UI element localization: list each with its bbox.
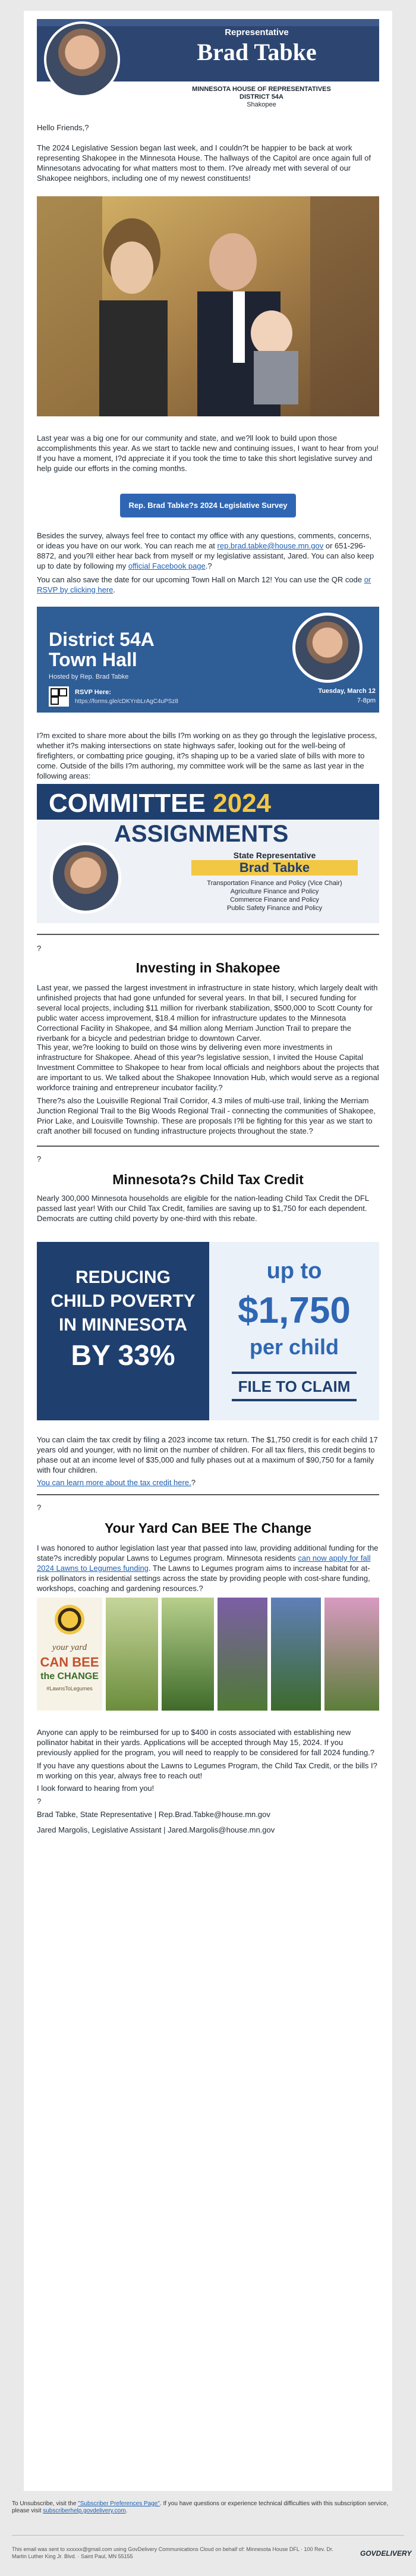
bee-paragraph-3: If you have any questions about the Lawns to Legumes Program, the Child Tax Credit, or the bills I?m working on this year, always free to reach out! [37, 1761, 377, 1780]
child-tax-credit-link-line [37, 1477, 379, 1488]
spacer-mark: ? [37, 944, 42, 953]
flower-photo-4 [271, 1598, 321, 1711]
intro-paragraph-4 [37, 575, 379, 595]
townhall-title: District 54A Town Hall [49, 629, 154, 670]
bee-logo-line-1: your yard [52, 1643, 87, 1652]
divider [37, 1494, 379, 1495]
bee-icon [55, 1605, 84, 1634]
lawns-to-legumes-collage [37, 1598, 379, 1711]
qr-code[interactable] [49, 686, 69, 707]
ctc-file-to-claim: FILE TO CLAIM [232, 1372, 357, 1401]
investing-paragraph-3: There?s also the Louisville Regional Trail Corridor, 4.3 miles of multi-use trail, linking the Merriam Junction Regional Trail to the Big Woods Regional Trail - connecting the communities of Shakopee, Prior Lake, and Louisville Township. These are proposals I?ll be fighting for this year as we start to craft another bill focused on funding infrastructure projects throughout the state.? [37, 1096, 376, 1135]
ctc-amount: $1,750 [238, 1290, 351, 1331]
footer-text-2: . If you have questions or experience technical difficulties with this subscription service, please visit [12, 2500, 389, 2514]
committee-item: Public Safety Finance and Policy [226, 905, 323, 912]
child-tax-credit-paragraph-2: You can claim the tax credit by filing a 2023 income tax return. The $1,750 credit is for each child 17 years old and younger, with no limit on the number of children. For all tax filers, this credit begins to phase out at an income level of $35,000 and fully phases out at a maximum of $90,750 for a family with four children. [37, 1435, 378, 1474]
bee-logo-line-3: the CHANGE [40, 1671, 99, 1681]
bee-paragraph-4: I look forward to hearing from you! [37, 1784, 155, 1793]
header-banner [37, 19, 379, 81]
committee-rep-name: Brad Tabke [191, 860, 358, 876]
committee-item: Commerce Finance and Policy [230, 896, 319, 903]
intro-paragraph-3 [37, 531, 379, 571]
ctc-up-to: up to [266, 1259, 322, 1284]
contact-text-2: or 651-296-8872, and you?ll either hear back from myself or my legislative assistant, Jared. You can also keep up to date by following my [37, 541, 374, 570]
footer-divider [12, 2535, 404, 2536]
committee-photo [50, 842, 121, 914]
bee-paragraph-2: Anyone can apply to be reimbursed for up to $400 in costs associated with establishing new pollinator habitat in their yards. Applications will be accepted through May 15, 2024. If you previously applied for the program, you will need to reapply to be considered for fall 2024 funding.? [37, 1728, 375, 1757]
committee-item: Agriculture Finance and Policy [230, 888, 319, 895]
footer-unsubscribe [12, 2500, 404, 2515]
bee-paragraph-1 [37, 1543, 379, 1593]
child-tax-credit-heading: Minnesota?s Child Tax Credit [112, 1172, 304, 1187]
committee-year: 2024 [213, 789, 272, 818]
divider [37, 934, 379, 935]
committee-intro: I?m excited to share more about the bills I?m working on as they go through the legislative process, whether it?s making intersections on state highways safer, looking out for the well-being of firefighters, or combatting price gouging, it?s shaping up to be a varied slate of bills with more to come. Outside of the bills I?m authoring, my committee work will be the same as last year in the following areas: [37, 731, 377, 780]
investing-heading: Investing in Shakopee [135, 960, 281, 975]
header-subtitle [149, 86, 374, 101]
spacer-mark: ? [37, 1154, 42, 1163]
header-name: Brad Tabke [197, 39, 317, 65]
townhall-host: Hosted by Rep. Brad Tabke [49, 673, 129, 680]
subscriber-help-link[interactable]: subscriberhelp.govdelivery.com [43, 2508, 126, 2514]
email-link[interactable]: rep.brad.tabke@house.mn.gov [217, 541, 324, 550]
flower-photo-3 [218, 1598, 267, 1711]
contact-text: Besides the survey, always feel free to contact my office with any questions, comments, concerns, or ideas you have on our work. You can reach me at [37, 531, 372, 550]
greeting: Hello Friends,? [37, 123, 89, 132]
house-name: MINNESOTA HOUSE OF REPRESENTATIVES [192, 86, 331, 93]
bee-heading: Your Yard Can BEE The Change [104, 1520, 312, 1536]
bee-logo-line-2: CAN BEE [40, 1655, 99, 1670]
committee-subtitle: ASSIGNMENTS [114, 821, 289, 847]
footer-text-3: . [125, 2508, 128, 2514]
capitol-photo-art [37, 196, 379, 416]
bee-logo [37, 1598, 102, 1711]
investing-paragraph-2: This year, we?re looking to build on those wins by delivering even more investments in infrastructure for Shakopee. Ahead of this year?s legislative session, I invited the House Capital Investment Committee to Shakopee to hear from local officials and neighbors about the projects that are important to us. We talked about the Shakopee Innovation Hub, which would serve as a regional workforce training and entrepreneur incubator facility.? [37, 1043, 379, 1092]
bee-text: I was honored to author legislation last year that passed into law, providing additional funding for the state?s incredibly popular Lawns to Legumes program. Minnesota residents [37, 1543, 379, 1562]
tax-credit-link-tail: ? [191, 1478, 196, 1487]
townhall-photo [292, 613, 363, 683]
intro-paragraph-1: The 2024 Legislative Session began last week, and I couldn?t be happier to be back at work representing Shakopee in the Minnesota House. The hallways of the Capitol are once again full of Minnesotans advocating for what matters most to them. I?ve already met with several of our Shakopee neighbors, including one of my newest constituents! [37, 143, 371, 183]
survey-button[interactable]: Rep. Brad Tabke?s 2024 Legislative Survey [120, 494, 296, 517]
bee-logo-hashtag: #LawnsToLegumes [46, 1686, 93, 1692]
signature-2: Jared Margolis, Legislative Assistant | Jared.Margolis@house.mn.gov [37, 1825, 275, 1834]
townhall-text: You can also save the date for our upcoming Town Hall on March 12! You can use the QR code [37, 575, 364, 584]
ctc-left-panel [37, 1242, 209, 1420]
rsvp-link[interactable]: or RSVP by clicking here [37, 575, 371, 594]
rsvp-label: RSVP Here: [75, 689, 111, 696]
ctc-left-text [37, 1266, 209, 1375]
tax-credit-link[interactable]: You can learn more about the tax credit here. [37, 1478, 191, 1487]
email-body [24, 11, 392, 2491]
committee-list [168, 879, 379, 912]
ctc-right-panel [209, 1242, 379, 1420]
flower-photo-1 [106, 1598, 158, 1711]
ctc-line: IN MINNESOTA [58, 1315, 188, 1335]
district-name: DISTRICT 54A [239, 93, 283, 101]
contact-text-3: .? [205, 561, 212, 570]
intro-paragraph-2: Last year was a big one for our community and state, and we?ll look to build upon those accomplishments this year. As we start to tackle new and continuing issues, I want to hear from you! If you have a moment, I?d appreciate it if you took the time to take this short legislative survey and help guide our efforts in the coming months. [37, 434, 379, 473]
townhall-graphic[interactable] [37, 607, 379, 713]
spacer-mark: ? [37, 1797, 42, 1806]
townhall-time: 7-8pm [357, 697, 376, 704]
divider [37, 1146, 379, 1147]
townhall-text-2: . [113, 585, 115, 594]
townhall-date: Tuesday, March 12 [318, 688, 376, 695]
flower-photo-5 [324, 1598, 379, 1711]
representative-photo [44, 21, 120, 98]
committee-rep-label: State Representative [233, 851, 316, 860]
rsvp-url: https://forms.gle/cDKYnbLrAgC4uPSz8 [75, 698, 178, 705]
investing-paragraph-1: Last year, we passed the largest investment in infrastructure in state history, which largely dealt with unfinished projects that had gone unfunded for several years. In that bill, I secured funding for several local projects, including $11 million for riverbank stabilization, $500,000 to Scott County for public water access improvement, $18.4 million for infrastructure updates to the Minnesota Correctional Facility in Shakopee, and $4 million along Merriam Junction Trail to prepare the riverbank for a bicycle and pedestrian bridge to downtown Carver. [37, 983, 378, 1043]
child-tax-credit-graphic [37, 1242, 379, 1420]
lawns-to-legumes-link[interactable]: can now apply for fall 2024 Lawns to Legumes funding [37, 1554, 371, 1573]
subscriber-preferences-link[interactable]: "Subscriber Preferences Page" [78, 2500, 160, 2507]
bee-text-2: . The Lawns to Legumes program aims to increase habitat for at-risk pollinators in residential settings across the state by providing people with cost-share funding, workshops, coaching and gardening resources.? [37, 1564, 370, 1593]
committee-item: Transportation Finance and Policy (Vice Chair) [207, 880, 342, 887]
ctc-per-child: per child [249, 1335, 339, 1359]
capitol-photo [37, 196, 379, 416]
spacer-mark: ? [37, 1503, 42, 1512]
footer-sent-info: This email was sent to xxxxxx@gmail.com using GovDelivery Communications Cloud on behalf of: Minnesota House DFL · 100 Rev. Dr. Martin Luther King Jr. Blvd. · Saint Paul, MN 55155 [12, 2546, 333, 2559]
ctc-line: CHILD POVERTY [51, 1291, 196, 1311]
ctc-line-big: BY 33% [71, 1340, 175, 1372]
child-tax-credit-paragraph-1: Nearly 300,000 Minnesota households are eligible for the nation-leading Child Tax Credit the DFL passed last year! With our Child Tax Credit, families are saving up to $1,750 for each dependent. Democrats are cutting child poverty by one-third with this rebate. [37, 1194, 369, 1223]
committee-graphic [37, 784, 379, 923]
committee-title [49, 789, 271, 818]
committee-title-bar [37, 784, 379, 820]
facebook-link[interactable]: official Facebook page [128, 561, 206, 570]
flower-photo-2 [162, 1598, 214, 1711]
committee-word: COMMITTEE [49, 789, 206, 818]
ctc-line: REDUCING [75, 1267, 171, 1287]
govdelivery-logo[interactable]: GOVDELIVERY [360, 2549, 412, 2558]
signature-1: Brad Tabke, State Representative | Rep.Brad.Tabke@house.mn.gov [37, 1810, 270, 1819]
header-title: Representative [225, 27, 289, 37]
footer-text: To Unsubscribe, visit the [12, 2500, 78, 2507]
city-name: Shakopee [247, 101, 276, 108]
